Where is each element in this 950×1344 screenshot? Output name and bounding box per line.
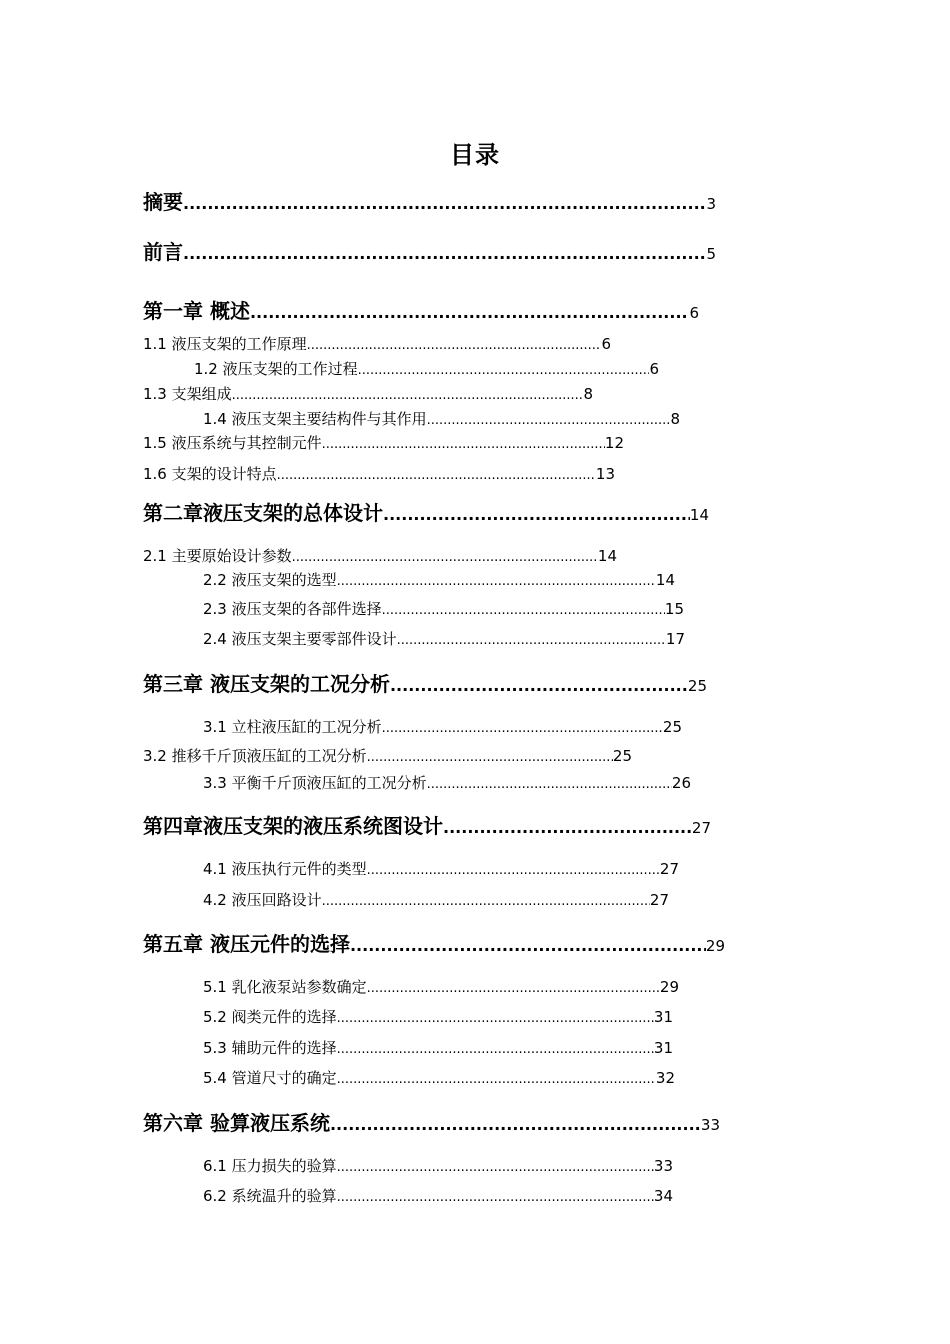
toc-entry-label: 第二章液压支架的总体设计: [143, 501, 383, 525]
toc-entry-section-1-1[interactable]: [143, 333, 611, 354]
toc-leader: [367, 750, 613, 765]
toc-page-number: 15: [664, 600, 684, 618]
toc-leader: [383, 505, 690, 524]
toc-entry-label: 第四章液压支架的液压系统图设计: [143, 814, 443, 838]
toc-entry-label: 3.1 立柱液压缸的工况分析: [203, 718, 382, 736]
toc-page-number: 27: [659, 860, 679, 878]
toc-leader: [307, 338, 602, 353]
toc-leader: [390, 676, 688, 695]
toc-page-number: 13: [595, 465, 615, 483]
toc-page-number: 14: [597, 547, 617, 565]
toc-leader: [427, 777, 672, 792]
toc-entry-label: 1.5 液压系统与其控制元件: [143, 434, 322, 452]
toc-leader: [337, 574, 656, 589]
toc-entry-label: 5.4 管道尺寸的确定: [203, 1069, 337, 1087]
toc-leader: [330, 1115, 701, 1134]
toc-entry-section-6-2[interactable]: [203, 1185, 673, 1206]
toc-entry-label: 第五章 液压元件的选择: [143, 932, 350, 956]
toc-page-number: 6: [649, 360, 659, 378]
toc-entry-label: 1.2 液压支架的工作过程: [194, 360, 358, 378]
toc-page-number: 33: [700, 1116, 720, 1134]
toc-entry-label: 5.2 阀类元件的选择: [203, 1008, 337, 1026]
toc-page-number: 8: [670, 410, 680, 428]
toc-entry-label: 2.3 液压支架的各部件选择: [203, 600, 382, 618]
toc-page-number: 34: [653, 1187, 673, 1205]
toc-page-number: 27: [649, 891, 669, 909]
toc-page-number: 6: [689, 304, 699, 322]
toc-leader: [292, 550, 598, 565]
toc-entry-label: 3.3 平衡千斤顶液压缸的工况分析: [203, 774, 427, 792]
toc-leader: [250, 303, 689, 322]
toc-entry-section-6-1[interactable]: [203, 1155, 673, 1176]
toc-entry-section-1-4[interactable]: [203, 408, 680, 429]
toc-entry-section-1-5[interactable]: [143, 432, 624, 453]
toc-page-number: 25: [687, 677, 707, 695]
toc-page-number: 12: [604, 434, 624, 452]
toc-leader: [337, 1042, 654, 1057]
toc-entry-label: 前言: [143, 240, 183, 264]
toc-entry-section-1-6[interactable]: [143, 463, 615, 484]
toc-entry-chapter-3[interactable]: [143, 668, 707, 697]
toc-page-number: 27: [691, 819, 711, 837]
toc-entry-label: 4.2 液压回路设计: [203, 891, 322, 909]
toc-leader: [337, 1011, 654, 1026]
toc-page-number: 31: [653, 1039, 673, 1057]
toc-entry-section-2-2[interactable]: [203, 569, 675, 590]
toc-page-number: 32: [655, 1069, 675, 1087]
toc-entry-section-2-4[interactable]: [203, 628, 685, 649]
toc-title: 目录: [450, 141, 500, 169]
toc-entry-chapter-1[interactable]: [143, 295, 699, 324]
toc-entry-label: 3.2 推移千斤顶液压缸的工况分析: [143, 747, 367, 765]
toc-entry-chapter-5[interactable]: [143, 928, 725, 957]
toc-entry-section-5-3[interactable]: [203, 1037, 673, 1058]
toc-entry-label: 5.3 辅助元件的选择: [203, 1039, 337, 1057]
toc-entry-section-3-3[interactable]: [203, 772, 691, 793]
toc-page-number: 17: [665, 630, 685, 648]
toc-entry-section-5-4[interactable]: [203, 1067, 675, 1088]
toc-leader: [337, 1160, 654, 1175]
toc-page-number: 25: [662, 718, 682, 736]
toc-entry-label: 1.6 支架的设计特点: [143, 465, 277, 483]
toc-leader: [427, 413, 671, 428]
toc-leader: [337, 1072, 656, 1087]
toc-leader: [382, 721, 663, 736]
toc-leader: [350, 936, 706, 955]
toc-page-number: 29: [705, 937, 725, 955]
toc-page-number: 29: [659, 978, 679, 996]
toc-leader: [337, 1190, 654, 1205]
toc-page-number: 3: [706, 195, 716, 213]
toc-leader: [367, 981, 660, 996]
toc-entry-label: 4.1 液压执行元件的类型: [203, 860, 367, 878]
toc-entry-label: 1.4 液压支架主要结构件与其作用: [203, 410, 427, 428]
toc-page-number: 26: [671, 774, 691, 792]
toc-page-number: 14: [689, 506, 709, 524]
toc-entry-label: 2.4 液压支架主要零部件设计: [203, 630, 397, 648]
toc-entry-section-5-1[interactable]: [203, 976, 679, 997]
toc-entry-label: 6.1 压力损失的验算: [203, 1157, 337, 1175]
toc-entry-label: 2.2 液压支架的选型: [203, 571, 337, 589]
toc-page-number: 5: [706, 245, 716, 263]
toc-entry-section-4-1[interactable]: [203, 858, 679, 879]
toc-entry-label: 第一章 概述: [143, 299, 250, 323]
toc-leader: [322, 894, 650, 909]
toc-leader: [367, 863, 660, 878]
toc-leader: [443, 818, 692, 837]
toc-leader: [322, 437, 605, 452]
toc-entry-chapter-6[interactable]: [143, 1107, 720, 1136]
toc-leader: [397, 633, 666, 648]
toc-entry-label: 2.1 主要原始设计参数: [143, 547, 292, 565]
toc-leader: [183, 244, 706, 263]
toc-leader: [358, 363, 650, 378]
toc-entry-label: 第六章 验算液压系统: [143, 1111, 330, 1135]
toc-leader: [232, 388, 584, 403]
toc-entry-section-3-1[interactable]: [203, 716, 682, 737]
toc-entry-section-1-3[interactable]: [143, 383, 593, 404]
toc-page-number: 8: [583, 385, 593, 403]
toc-entry-chapter-2[interactable]: [143, 497, 709, 526]
toc-page-number: 14: [655, 571, 675, 589]
toc-entry-label: 1.1 液压支架的工作原理: [143, 335, 307, 353]
toc-entry-preface[interactable]: [143, 236, 716, 265]
toc-leader: [277, 468, 596, 483]
toc-entry-section-2-3[interactable]: [203, 598, 684, 619]
toc-entry-chapter-4[interactable]: [143, 810, 711, 839]
toc-entry-label: 第三章 液压支架的工况分析: [143, 672, 390, 696]
toc-leader: [382, 603, 665, 618]
toc-entry-label: 1.3 支架组成: [143, 385, 232, 403]
toc-entry-section-3-2[interactable]: [143, 745, 632, 766]
toc-entry-section-5-2[interactable]: [203, 1006, 673, 1027]
toc-entry-section-2-1[interactable]: [143, 545, 617, 566]
toc-page-number: 6: [601, 335, 611, 353]
toc-entry-label: 6.2 系统温升的验算: [203, 1187, 337, 1205]
toc-entry-label: 摘要: [143, 190, 183, 214]
toc-page-number: 33: [653, 1157, 673, 1175]
toc-entry-label: 5.1 乳化液泵站参数确定: [203, 978, 367, 996]
toc-page-number: 25: [612, 747, 632, 765]
toc-entry-section-1-2[interactable]: [194, 358, 659, 379]
toc-page-number: 31: [653, 1008, 673, 1026]
toc-entry-section-4-2[interactable]: [203, 889, 669, 910]
toc-entry-abstract[interactable]: [143, 186, 716, 215]
toc-leader: [183, 194, 706, 213]
